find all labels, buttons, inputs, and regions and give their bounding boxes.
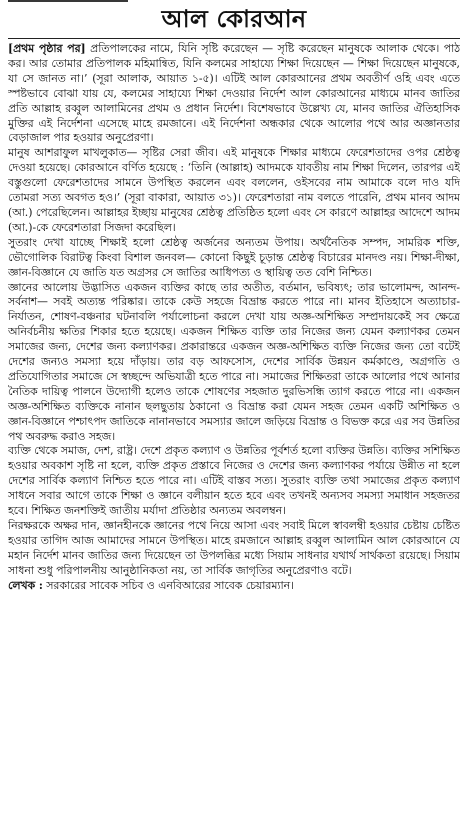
author-label: লেখক : [8,578,43,592]
paragraph-6: নিরক্ষরকে অক্ষর দান, জ্ঞানহীনকে জ্ঞানের পথে নিয়ে আসা এবং সবাই মিলে স্বাবলম্বী হওয়ার চেষ্টায় চেষ্টিত হওয়ার তাগিদ আজ আমাদের সামনে উপস্থিত। মাহে রমজানে আল্লাহ রব্বুল আলামিন আল কোরআনে যে মহান নির্দেশ মানব জাতির জন্য দিয়েছেন তা উপলব্ধির মধ্যে সিয়াম সাধনার যথার্থ সার্থকতা রয়েছে। সিয়াম সাধনা শুধু পরিপালনীয় আনুষ্ঠানিকতা নয়, তা সার্বিক জাগৃতির অনুপ্রেরণাও বটে। [8,519,460,577]
paragraph-3: সুতরাং দেখা যাচ্ছে শিক্ষাই হলো শ্রেষ্ঠত্ব অর্জনের অন্যতম উপায়। অর্থনৈতিক সম্পদ, সামরিক শক্তি, ভৌগোলিক বিরাটত্ব কিংবা বিশাল জনবল— কোনো কিছুই চূড়ান্ত শ্রেষ্ঠত্ব বিচারের মানদণ্ড নয়। শিক্ষা-দীক্ষা, জ্ঞান-বিজ্ঞানে যে জাতি যত অগ্রসর সে জাতির আধিপত্য ও স্থায়িত্ব তত বেশি নিশ্চিত। [8,235,460,279]
author-text: সরকারের সাবেক সচিব ও এনবিআরের সাবেক চেয়ারম্যান। [46,578,294,592]
paragraph-5: ব্যক্তি থেকে সমাজ, দেশ, রাষ্ট্র। দেশে প্রকৃত কল্যাণ ও উন্নতির পূর্বশর্ত হলো ব্যক্তির উন্নতি। ব্যক্তির সশিক্ষিত হওয়ার অবকাশ সৃষ্টি না হলে, ব্যক্তি প্রকৃত প্রস্তাবে নিজের ও দেশের জন্য কল্যাণকর পর্যায়ে উন্নীত না হলে দেশের সার্বিক কল্যাণ নিশ্চিত হতে পারে না। এটিই বাস্তব সত্য। সুতরাং ব্যক্তি তথা সমাজের প্রকৃত কল্যাণ সাধনে সবার আগে তাকে শিক্ষা ও জ্ঞানে বলীয়ান হতে হবে এবং তখনই অন্যসব সমস্যা সমাধান সহজতর হবে। শিক্ষিত জনশক্তিই জাতীয় মর্যাদা প্রতিষ্ঠার অন্যতম অবলম্বন। [8,444,460,518]
article-title: আল কোরআন [161,5,307,33]
paragraph-1 [8,42,460,146]
article-body [8,42,460,818]
author-credit [8,579,460,594]
continuation-marker: [প্রথম পৃষ্ঠার পর] [8,42,86,55]
headline-divider [8,38,460,39]
headline-container [0,4,468,34]
paragraph-4: জ্ঞানের আলোয় উদ্ভাসিত একজন ব্যক্তির কাছে তার অতীত, বর্তমান, ভবিষ্যৎ; তার ভালোমন্দ, আনন্দ-সর্বনাশ— সবই অত্যন্ত পরিষ্কার। তাকে কেউ সহজে বিভ্রান্ত করতে পারে না। মানব ইতিহাসে অত্যাচার-নির্যাতন, শোষণ-বঞ্চনার ঘটনাবলি পর্যালোচনা করলে দেখা যায় অজ্ঞ-অশিক্ষিত সম্প্রদায়কেই সব ক্ষেত্রে অনির্বচনীয় ক্ষতির শিকার হতে হয়েছে। একজন শিক্ষিত ব্যক্তি তার নিজের জন্য যেমন কল্যাণকর তেমন সমাজের জন্য, দেশের জন্য কল্যাণকর। প্রকারান্তরে একজন অজ্ঞ-অশিক্ষিত ব্যক্তি নিজের জন্য তো বটেই দেশের জন্যও সমস্যা হয়ে দাঁড়ায়। তার বড় আফসোস, দেশের সার্বিক উন্নয়ন কর্মকাণ্ডে, অগ্রগতি ও প্রতিযোগিতার সমাজে সে স্বচ্ছন্দে অভিযাত্রী হতে পারে না। সমাজের শিক্ষিতরা তাকে আলোর পথে আনার নৈতিক দায়িত্ব পালনে উদ্যোগী হলেও তাকে শোষণের সহজাত দুরভিসন্ধি ত্যাগ করতে পারে না। একজন অজ্ঞ-অশিক্ষিত ব্যক্তিকে নানান ছলছুতায় ঠকানো ও বিভ্রান্ত করা যেমন সহজ তেমন একটি অশিক্ষিত ও জ্ঞান-বিজ্ঞানে পশ্চাৎপদ জাতিকে নানানভাবে সমস্যার জালে জড়িয়ে বিভ্রান্ত ও বিভক্ত করে এর সব উন্নতির পথ অবরুদ্ধ করাও সহজ। [8,280,460,443]
paragraph-2: মানুষ আশরাফুল মাখলুকাত— সৃষ্টির সেরা জীব। এই মানুষকে শিক্ষার মাধ্যমে ফেরেশতাদের ওপর শ্রেষ্ঠত্ব দেওয়া হয়েছে। কোরআনে বর্ণিত হয়েছে : ‘তিনি (আল্লাহ) আদমকে যাবতীয় নাম শিক্ষা দিলেন, তারপর এই বস্তুগুলো ফেরেশতাদের সামনে উপস্থিত করলেন এবং বললেন, ওইসবের নাম আমাকে বলে দাও যদি তোমরা সত্য অবগত হও।’ (সূরা বাকারা, আয়াত ৩১)। ফেরেশতারা নাম বলতে পারেনি, প্রথম মানব আদম (আ.) পেরেছিলেন। আল্লাহর ইচ্ছায় মানুষের শ্রেষ্ঠত্ব প্রতিষ্ঠিত হলো এবং সে কারণে আল্লাহর আদেশে আদম (আ.)-কে ফেরেশতারা সিজদা করেছিল। [8,146,460,234]
paragraph-1-text: প্রতিপালকের নামে, যিনি সৃষ্টি করেছেন — সৃষ্টি করেছেন মানুষকে আলাক থেকে। পাঠ কর। আর তোমার প্রতিপালক মহিমান্বিত, যিনি কলমের সাহায্যে শিক্ষা দিয়েছেন — শিক্ষা দিয়েছেন মানুষকে, যা সে জানত না।’ (সূরা আলাক, আয়াত ১-৫)। এটিই আল কোরআনের প্রথম অবতীর্ণ ওহি এবং এতে স্পষ্টভাবে বোঝা যায় যে, কলমের সাহায্যে শিক্ষা দেওয়ার নির্দেশ আল কোরআনের মাধ্যমে মানব জাতির প্রতি আল্লাহ রব্বুল আলামিনের প্রথম ও প্রধান নির্দেশ। বিশেষভাবে উল্লেখ্য যে, মানব জাতির ঐতিহাসিক মুক্তির এই নির্দেশনা এসেছে মাহে রমজানে। এই নির্দেশনা অন্ধকার থেকে আলোর পথে আর অজ্ঞানতার বেড়াজাল পার হওয়ার অনুপ্রেরণা। [8,42,460,145]
top-edge-rule [8,0,128,2]
